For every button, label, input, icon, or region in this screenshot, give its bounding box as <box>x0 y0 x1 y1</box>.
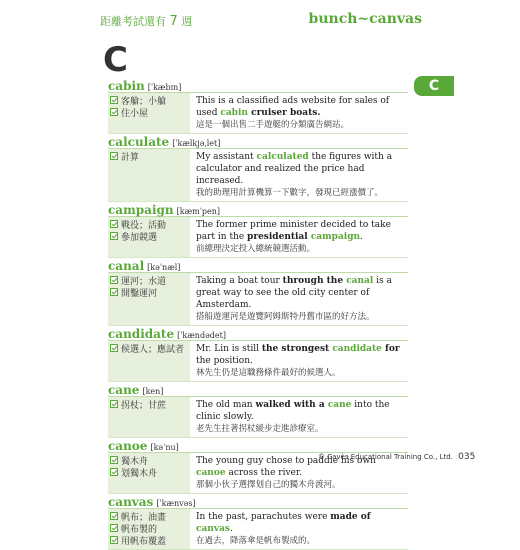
example-segment: across the river. <box>225 468 303 478</box>
sense-text: 客艙；小艙 <box>121 96 167 107</box>
checkbox-icon[interactable] <box>110 512 118 520</box>
sense-item <box>110 522 188 534</box>
sense-list <box>108 341 190 381</box>
copyright-text: © Cavès Educational Training Co., Ltd. <box>318 453 453 461</box>
example-english <box>196 343 408 367</box>
example-segment: through the <box>282 276 347 286</box>
sense-list <box>108 397 190 437</box>
checkbox-icon[interactable] <box>110 152 118 160</box>
sense-text: 用帆布覆蓋 <box>121 536 167 547</box>
entry-body <box>108 340 408 382</box>
sense-item <box>110 286 188 298</box>
checkbox-icon[interactable] <box>110 96 118 104</box>
example-segment: The old man <box>196 400 256 410</box>
sense-item <box>110 342 188 354</box>
headword-row <box>108 382 408 396</box>
example-chinese: 在過去，降落傘是帆布製成的。 <box>196 536 316 546</box>
headword-row <box>108 494 408 508</box>
sense-item <box>110 454 188 466</box>
example-segment: My assistant <box>196 152 257 162</box>
entry-body <box>108 148 408 202</box>
example-block <box>190 217 408 257</box>
sense-item <box>110 398 188 410</box>
vocab-entry <box>108 494 408 550</box>
sense-list <box>108 273 190 325</box>
sense-text: 划獨木舟 <box>121 468 158 479</box>
checkbox-icon[interactable] <box>110 468 118 476</box>
vocabulary-list <box>108 78 408 550</box>
pronunciation: [ˈkænvəs] <box>156 499 196 508</box>
example-segment: into the clinic slowly. <box>196 400 390 422</box>
pronunciation: [ˈkændədet] <box>177 331 226 340</box>
highlighted-word: calculated <box>256 152 309 162</box>
example-block <box>190 273 408 325</box>
headword: calculate <box>108 135 170 149</box>
countdown-prefix: 距離考試還有 <box>100 15 166 28</box>
example-chinese: 搭船遊運河是遊覽阿姆斯特丹舊市區的好方法。 <box>196 312 375 322</box>
vocab-entry <box>108 258 408 326</box>
checkbox-icon[interactable] <box>110 288 118 296</box>
example-english <box>196 275 408 311</box>
example-english <box>196 95 408 119</box>
vocab-entry <box>108 438 408 494</box>
example-segment: the figures with a calculator and realized the price had increased. <box>196 152 393 186</box>
entry-body <box>108 396 408 438</box>
example-chinese: 前總理決定投入總統競選活動。 <box>196 244 316 254</box>
sense-list <box>108 93 190 133</box>
headword-row <box>108 258 408 272</box>
example-segment: walked with a <box>255 400 328 410</box>
example-english <box>196 511 408 535</box>
headword: cane <box>108 383 140 397</box>
headword: canvas <box>108 495 154 509</box>
example-segment: . <box>360 232 363 242</box>
word-range: bunch~canvas <box>308 11 422 27</box>
example-chinese: 老先生拄著拐杖緩步走進診療室。 <box>196 424 324 434</box>
countdown-suffix: 週 <box>181 15 193 28</box>
sense-item <box>110 94 188 106</box>
example-segment: Taking a boat tour <box>196 276 283 286</box>
headword: campaign <box>108 203 174 217</box>
entry-body <box>108 216 408 258</box>
example-block <box>190 93 408 133</box>
section-letter: C <box>103 40 128 80</box>
headword: cabin <box>108 79 145 93</box>
sense-text: 戰役；活動 <box>121 220 167 231</box>
countdown-number: 7 <box>169 14 178 29</box>
sense-list <box>108 453 190 493</box>
sense-text: 拐杖；甘蔗 <box>121 400 167 411</box>
example-block <box>190 149 408 201</box>
sense-item <box>110 230 188 242</box>
vocab-entry <box>108 326 408 382</box>
sense-text: 開鑿運河 <box>121 288 158 299</box>
example-segment: made of <box>330 512 371 522</box>
highlighted-word: cane <box>327 400 352 410</box>
checkbox-icon[interactable] <box>110 232 118 240</box>
example-segment: for <box>381 344 400 354</box>
letter-index-tab[interactable]: C <box>414 76 454 96</box>
headword-row <box>108 438 408 452</box>
sense-item <box>110 106 188 118</box>
sense-item <box>110 150 188 162</box>
sense-item <box>110 218 188 230</box>
sense-item <box>110 534 188 546</box>
headword-row <box>108 202 408 216</box>
checkbox-icon[interactable] <box>110 220 118 228</box>
checkbox-icon[interactable] <box>110 276 118 284</box>
pronunciation: [ken] <box>142 387 164 396</box>
example-block <box>190 341 408 381</box>
checkbox-icon[interactable] <box>110 108 118 116</box>
entry-body <box>108 92 408 134</box>
vocab-entry <box>108 382 408 438</box>
example-segment: presidential <box>247 232 311 242</box>
example-block <box>190 397 408 437</box>
sense-list <box>108 509 190 549</box>
sense-item <box>110 510 188 522</box>
sense-text: 帆布製的 <box>121 524 158 535</box>
checkbox-icon[interactable] <box>110 524 118 532</box>
pronunciation: [kæmˈpen] <box>176 207 221 216</box>
sense-item <box>110 466 188 478</box>
pronunciation: [kəˈnu] <box>150 443 179 452</box>
entry-body <box>108 508 408 550</box>
example-segment: . <box>229 524 233 534</box>
highlighted-word: canoe <box>196 468 226 478</box>
headword: canal <box>108 259 145 273</box>
highlighted-word: cabin <box>220 108 248 118</box>
example-segment: the strongest <box>261 344 333 354</box>
page-header <box>0 10 520 30</box>
example-english <box>196 219 408 243</box>
sense-text: 帆布；油畫 <box>121 512 167 523</box>
sense-list <box>108 149 190 201</box>
sense-text: 運河；水道 <box>121 276 167 287</box>
headword: candidate <box>108 327 175 341</box>
sense-text: 計算 <box>121 152 140 163</box>
checkbox-icon[interactable] <box>110 456 118 464</box>
example-english <box>196 399 408 423</box>
headword-row <box>108 134 408 148</box>
checkbox-icon[interactable] <box>110 400 118 408</box>
page-footer <box>318 452 475 462</box>
vocab-entry <box>108 202 408 258</box>
example-chinese: 那個小伙子選擇划自己的獨木舟渡河。 <box>196 480 341 490</box>
vocab-entry <box>108 134 408 202</box>
example-segment: The former prime minister decided to take part in the <box>196 220 391 242</box>
example-chinese: 這是一個出售二手遊艇的分類廣告網站。 <box>196 120 350 130</box>
example-segment: cruiser boats. <box>247 108 321 118</box>
headword-row <box>108 326 408 340</box>
sense-item <box>110 274 188 286</box>
countdown-label <box>100 13 192 29</box>
example-segment: Mr. Lin is still <box>196 344 262 354</box>
sense-text: 住小屋 <box>121 108 149 119</box>
sense-text: 參加競選 <box>121 232 158 243</box>
highlighted-word: candidate <box>332 344 382 354</box>
headword: canoe <box>108 439 148 453</box>
checkbox-icon[interactable] <box>110 344 118 352</box>
vocab-entry <box>108 78 408 134</box>
highlighted-word: campaign <box>310 232 361 242</box>
pronunciation: [ˈkælkjəˌlet] <box>172 139 221 148</box>
sense-text: 候選人；應試者 <box>121 344 185 355</box>
example-block <box>190 509 408 549</box>
sense-text: 獨木舟 <box>121 456 149 467</box>
example-english <box>196 151 408 187</box>
example-segment: This is a classified ads website for sales of used <box>196 96 390 118</box>
pronunciation: [ˈkæbɪn] <box>147 83 182 92</box>
example-segment: In the past, parachutes were <box>196 512 331 522</box>
example-segment: is a great way to see the old city center of Amsterdam. <box>196 276 392 310</box>
highlighted-word: canal <box>346 276 374 286</box>
highlighted-word: canvas <box>196 524 230 534</box>
pronunciation: [kəˈnæl] <box>147 263 181 272</box>
example-segment: the position. <box>196 356 253 366</box>
example-chinese: 林先生仍是這職務條件最好的候選人。 <box>196 368 341 378</box>
sense-list <box>108 217 190 257</box>
headword-row <box>108 78 408 92</box>
example-segment: The young guy chose to paddle his own <box>196 456 376 466</box>
page-number: 035 <box>458 452 476 462</box>
entry-body <box>108 272 408 326</box>
example-chinese: 我的助理用計算機算一下數字，發現已經漲價了。 <box>196 188 384 198</box>
checkbox-icon[interactable] <box>110 536 118 544</box>
